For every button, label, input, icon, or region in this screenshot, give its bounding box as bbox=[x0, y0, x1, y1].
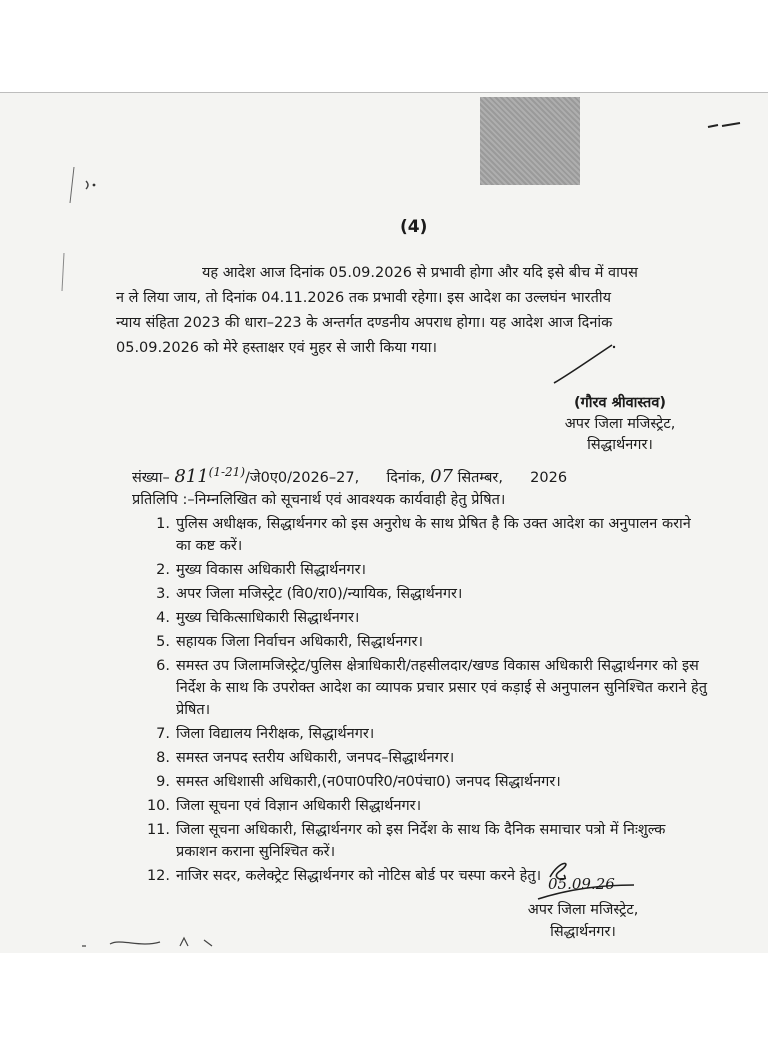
list-item-number: 2. bbox=[156, 562, 170, 578]
list-item-text: जिला विद्यालय निरीक्षक, सिद्धार्थनगर। bbox=[176, 726, 375, 742]
list-item-number: 11. bbox=[146, 822, 170, 838]
paragraph-line: 05.09.2026 को मेरे हस्ताक्षर एवं मुहर से जारी किया गया। bbox=[116, 340, 437, 356]
cut-off-handwriting bbox=[80, 936, 230, 950]
copy-heading: प्रतिलिपि :–निम्नलिखित को सूचनार्थ एवं आवश्यक कार्यवाही हेतु प्रेषित। bbox=[132, 492, 506, 508]
list-item bbox=[140, 583, 710, 605]
paragraph-line: न्याय संहिता 2023 की धारा–223 के अन्तर्गत दण्डनीय अपराध होगा। यह आदेश आज दिनांक bbox=[116, 315, 613, 331]
second-signatory-block bbox=[508, 899, 658, 943]
list-item-number: 3. bbox=[156, 586, 170, 602]
list-item bbox=[140, 655, 710, 721]
paragraph-line: यह आदेश आज दिनांक 05.09.2026 से प्रभावी होगा और यदि इसे बीच में वापस bbox=[202, 265, 638, 281]
list-item bbox=[140, 513, 710, 557]
reference-number-superscript: (1-21) bbox=[208, 465, 245, 479]
signatory-name: (गौरव श्रीवास्तव) bbox=[573, 395, 667, 411]
margin-pen-marks bbox=[60, 163, 110, 293]
signatory-location: सिद्धार्थनगर। bbox=[587, 437, 653, 453]
list-item-number: 10. bbox=[146, 798, 170, 814]
list-item bbox=[140, 771, 710, 793]
reference-label: संख्या– bbox=[132, 469, 170, 486]
list-item-number: 7. bbox=[156, 726, 170, 742]
list-item-text: समस्त जनपद स्तरीय अधिकारी, जनपद–सिद्धार्थनगर। bbox=[176, 750, 455, 766]
reference-day-handwritten: 07 bbox=[430, 465, 453, 487]
handwritten-signature-date: 05.09.26 bbox=[548, 875, 615, 893]
handwritten-signature bbox=[548, 341, 618, 387]
reference-month: सितम्बर, bbox=[457, 469, 503, 486]
reference-date-label: दिनांक, bbox=[386, 469, 426, 486]
list-item-text: सहायक जिला निर्वाचन अधिकारी, सिद्धार्थनगर। bbox=[176, 634, 423, 650]
margin-scribble-mark bbox=[706, 119, 742, 131]
list-item bbox=[140, 795, 710, 817]
list-item-text: नाजिर सदर, कलेक्ट्रेट सिद्धार्थनगर को नोटिस बोर्ड पर चस्पा करने हेतु। bbox=[176, 868, 542, 884]
list-item-text: समस्त उप जिलामजिस्ट्रेट/पुलिस क्षेत्राधिकारी/तहसीलदार/खण्ड विकास अधिकारी सिद्धार्थनगर को इस निर्देश के साथ कि उपरोक्त आदेश का व्यापक प्रचार प्रसार एवं कड़ाई से अनुपालन सुनिश्चित कराने हेतु प्रेषित। bbox=[176, 658, 707, 718]
list-item-text: मुख्य विकास अधिकारी सिद्धार्थनगर। bbox=[176, 562, 367, 578]
list-item bbox=[140, 607, 710, 629]
copy-list bbox=[140, 513, 710, 889]
document-page bbox=[0, 92, 768, 953]
list-item bbox=[140, 559, 710, 581]
signatory-designation: अपर जिला मजिस्ट्रेट, bbox=[564, 416, 676, 432]
reference-year: 2026 bbox=[530, 469, 568, 486]
redacted-stamp-box bbox=[480, 97, 580, 185]
second-signatory-designation: अपर जिला मजिस्ट्रेट, bbox=[527, 902, 639, 918]
list-item bbox=[140, 631, 710, 653]
list-item-text: जिला सूचना एवं विज्ञान अधिकारी सिद्धार्थनगर। bbox=[176, 798, 422, 814]
page-number: (4) bbox=[400, 217, 428, 237]
list-item-number: 8. bbox=[156, 750, 170, 766]
reference-code: /जे0ए0/2026–27, bbox=[245, 469, 360, 486]
reference-line bbox=[132, 465, 567, 487]
list-item-text: पुलिस अधीक्षक, सिद्धार्थनगर को इस अनुरोध के साथ प्रेषित है कि उक्त आदेश का अनुपालन कराने का कष्ट करें। bbox=[176, 516, 691, 554]
list-item-text: जिला सूचना अधिकारी, सिद्धार्थनगर को इस निर्देश के साथ कि दैनिक समाचार पत्रो में निःशुल्क प्रकाशन कराना सुनिश्चित करें। bbox=[176, 822, 666, 860]
list-item-text: समस्त अधिशासी अधिकारी,(न0पा0परि0/न0पंचा0) जनपद सिद्धार्थनगर। bbox=[176, 774, 561, 790]
list-item-number: 1. bbox=[156, 516, 170, 532]
signatory-block bbox=[510, 393, 730, 456]
second-signatory-location: सिद्धार्थनगर। bbox=[550, 924, 616, 940]
list-item bbox=[140, 723, 710, 745]
list-item-number: 6. bbox=[156, 658, 170, 674]
list-item-number: 9. bbox=[156, 774, 170, 790]
list-item-number: 4. bbox=[156, 610, 170, 626]
list-item bbox=[140, 747, 710, 769]
list-item-text: अपर जिला मजिस्ट्रेट (वि0/रा0)/न्यायिक, सिद्धार्थनगर। bbox=[176, 586, 463, 602]
reference-number-handwritten: 811 bbox=[174, 465, 209, 487]
list-item-number: 12. bbox=[146, 868, 170, 884]
list-item-number: 5. bbox=[156, 634, 170, 650]
order-paragraph bbox=[116, 261, 716, 361]
list-item-text: मुख्य चिकित्साधिकारी सिद्धार्थनगर। bbox=[176, 610, 360, 626]
paragraph-line: न ले लिया जाय, तो दिनांक 04.11.2026 तक प्रभावी रहेगा। इस आदेश का उल्लघंन भारतीय bbox=[116, 290, 612, 306]
